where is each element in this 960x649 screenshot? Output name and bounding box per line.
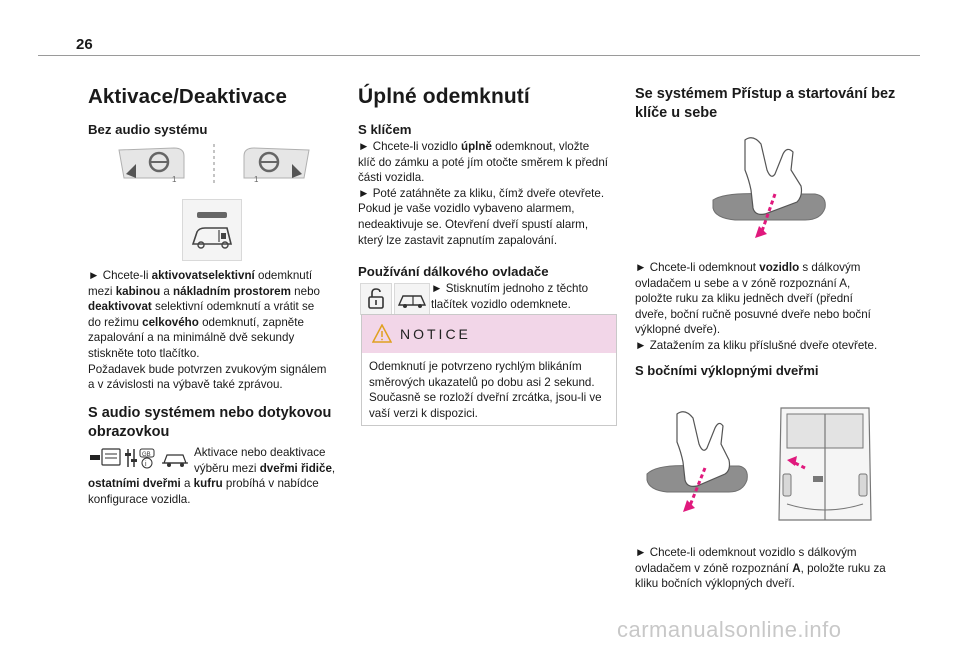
section-title-keyless: Se systémem Přístup a startování bez klíče u sebe: [635, 86, 896, 121]
audio-instructions-part2: ostatními dveřmi a kufru probíhá v nabídce konfigurace vozidla.: [88, 477, 319, 506]
subsection-title-audio: S audio systémem nebo dotykovou obrazovkou: [88, 405, 332, 440]
selective-unlock-button-icon: [182, 199, 242, 261]
keyless-instructions: ► Chcete-li odemknout vozidlo s dálkovým ovladačem u sebe a v zóně rozpoznání A, položte ruku za kliku jedněch dveří (přední dveře, boční ručně posuvné dveře nebo boční výklopné dveře). ► Zatažením za kliku příslušné dveře otevřete.: [635, 261, 878, 352]
rear-doors-illustration: [775, 404, 875, 524]
cabin-doors-illustration: [114, 142, 314, 186]
svg-text:1: 1: [254, 175, 259, 184]
svg-text:1: 1: [172, 175, 177, 184]
subsection-title-with-key: S klíčem: [358, 122, 412, 137]
van-unlock-icon: [394, 283, 430, 315]
no-audio-instructions: ► Chcete-li aktivovatselektivní odemknutí mezi kabinou a nákladním prostorem nebo deaktivovat selektivní odemknutí a vrátit se do režimu celkového odemknutí, zapněte zapalování a na minimálně dvě sekundy stiskněte toto tlačítko. Požadavek bude potvrzen zvukovým signálem a v závislosti na výbavě také zprávou.: [88, 269, 327, 392]
touchscreen-menu-icons: [88, 447, 192, 469]
hand-on-handle-illustration: [705, 130, 835, 250]
section-title-full-unlock: Úplné odemknutí: [358, 85, 530, 108]
with-key-instructions: ► Chcete-li vozidlo úplně odemknout, vložte klíč do zámku a poté jím otočte směrem k přední části vozidla. ► Poté zatáhněte za kliku, čímž dveře otevřete. Pokud je vaše vozidlo vybaveno alarmem, nedeaktivuje se. Otevření dveří spustí alarm, který lze zastavit zapnutím zapalování.: [358, 140, 609, 247]
side-doors-instructions: ► Chcete-li odemknout vozidlo s dálkovým ovladačem v zóně rozpoznání A, položte ruku za kliku bočních výklopných dveří.: [635, 546, 886, 591]
header-rule: [38, 55, 920, 56]
unlock-padlock-icon: [360, 283, 392, 315]
remote-instructions: ► Stisknutím jednoho z těchto tlačítek vozidlo odemknete.: [431, 282, 589, 311]
page-number: 26: [76, 36, 93, 53]
notice-box: [361, 314, 617, 426]
notice-text: Odemknutí je potvrzeno rychlým blikáním směrových ukazatelů po dobu asi 2 sekund. Současně se rozloží dveřní zrcátka, jsou-li ve vaší verzi k dispozici.: [369, 360, 602, 420]
section-title-activation: Aktivace/Deaktivace: [88, 85, 288, 108]
warning-icon: [372, 324, 392, 343]
hand-on-side-handle-illustration: [643, 404, 753, 524]
notice-title: NOTICE: [400, 326, 471, 342]
audio-instructions-part1: Aktivace nebo deaktivace výběru mezi dveřmi řidiče,: [194, 446, 336, 475]
subsection-title-no-audio: Bez audio systému: [88, 122, 208, 137]
subsection-title-side-doors: S bočními výklopnými dveřmi: [635, 363, 819, 378]
subsection-title-remote: Používání dálkového ovladače: [358, 264, 549, 279]
watermark: carmanualsonline.info: [617, 617, 842, 642]
svg-text:i: i: [145, 461, 147, 468]
notice-header: [362, 315, 616, 353]
svg-text:GB: GB: [142, 452, 151, 458]
